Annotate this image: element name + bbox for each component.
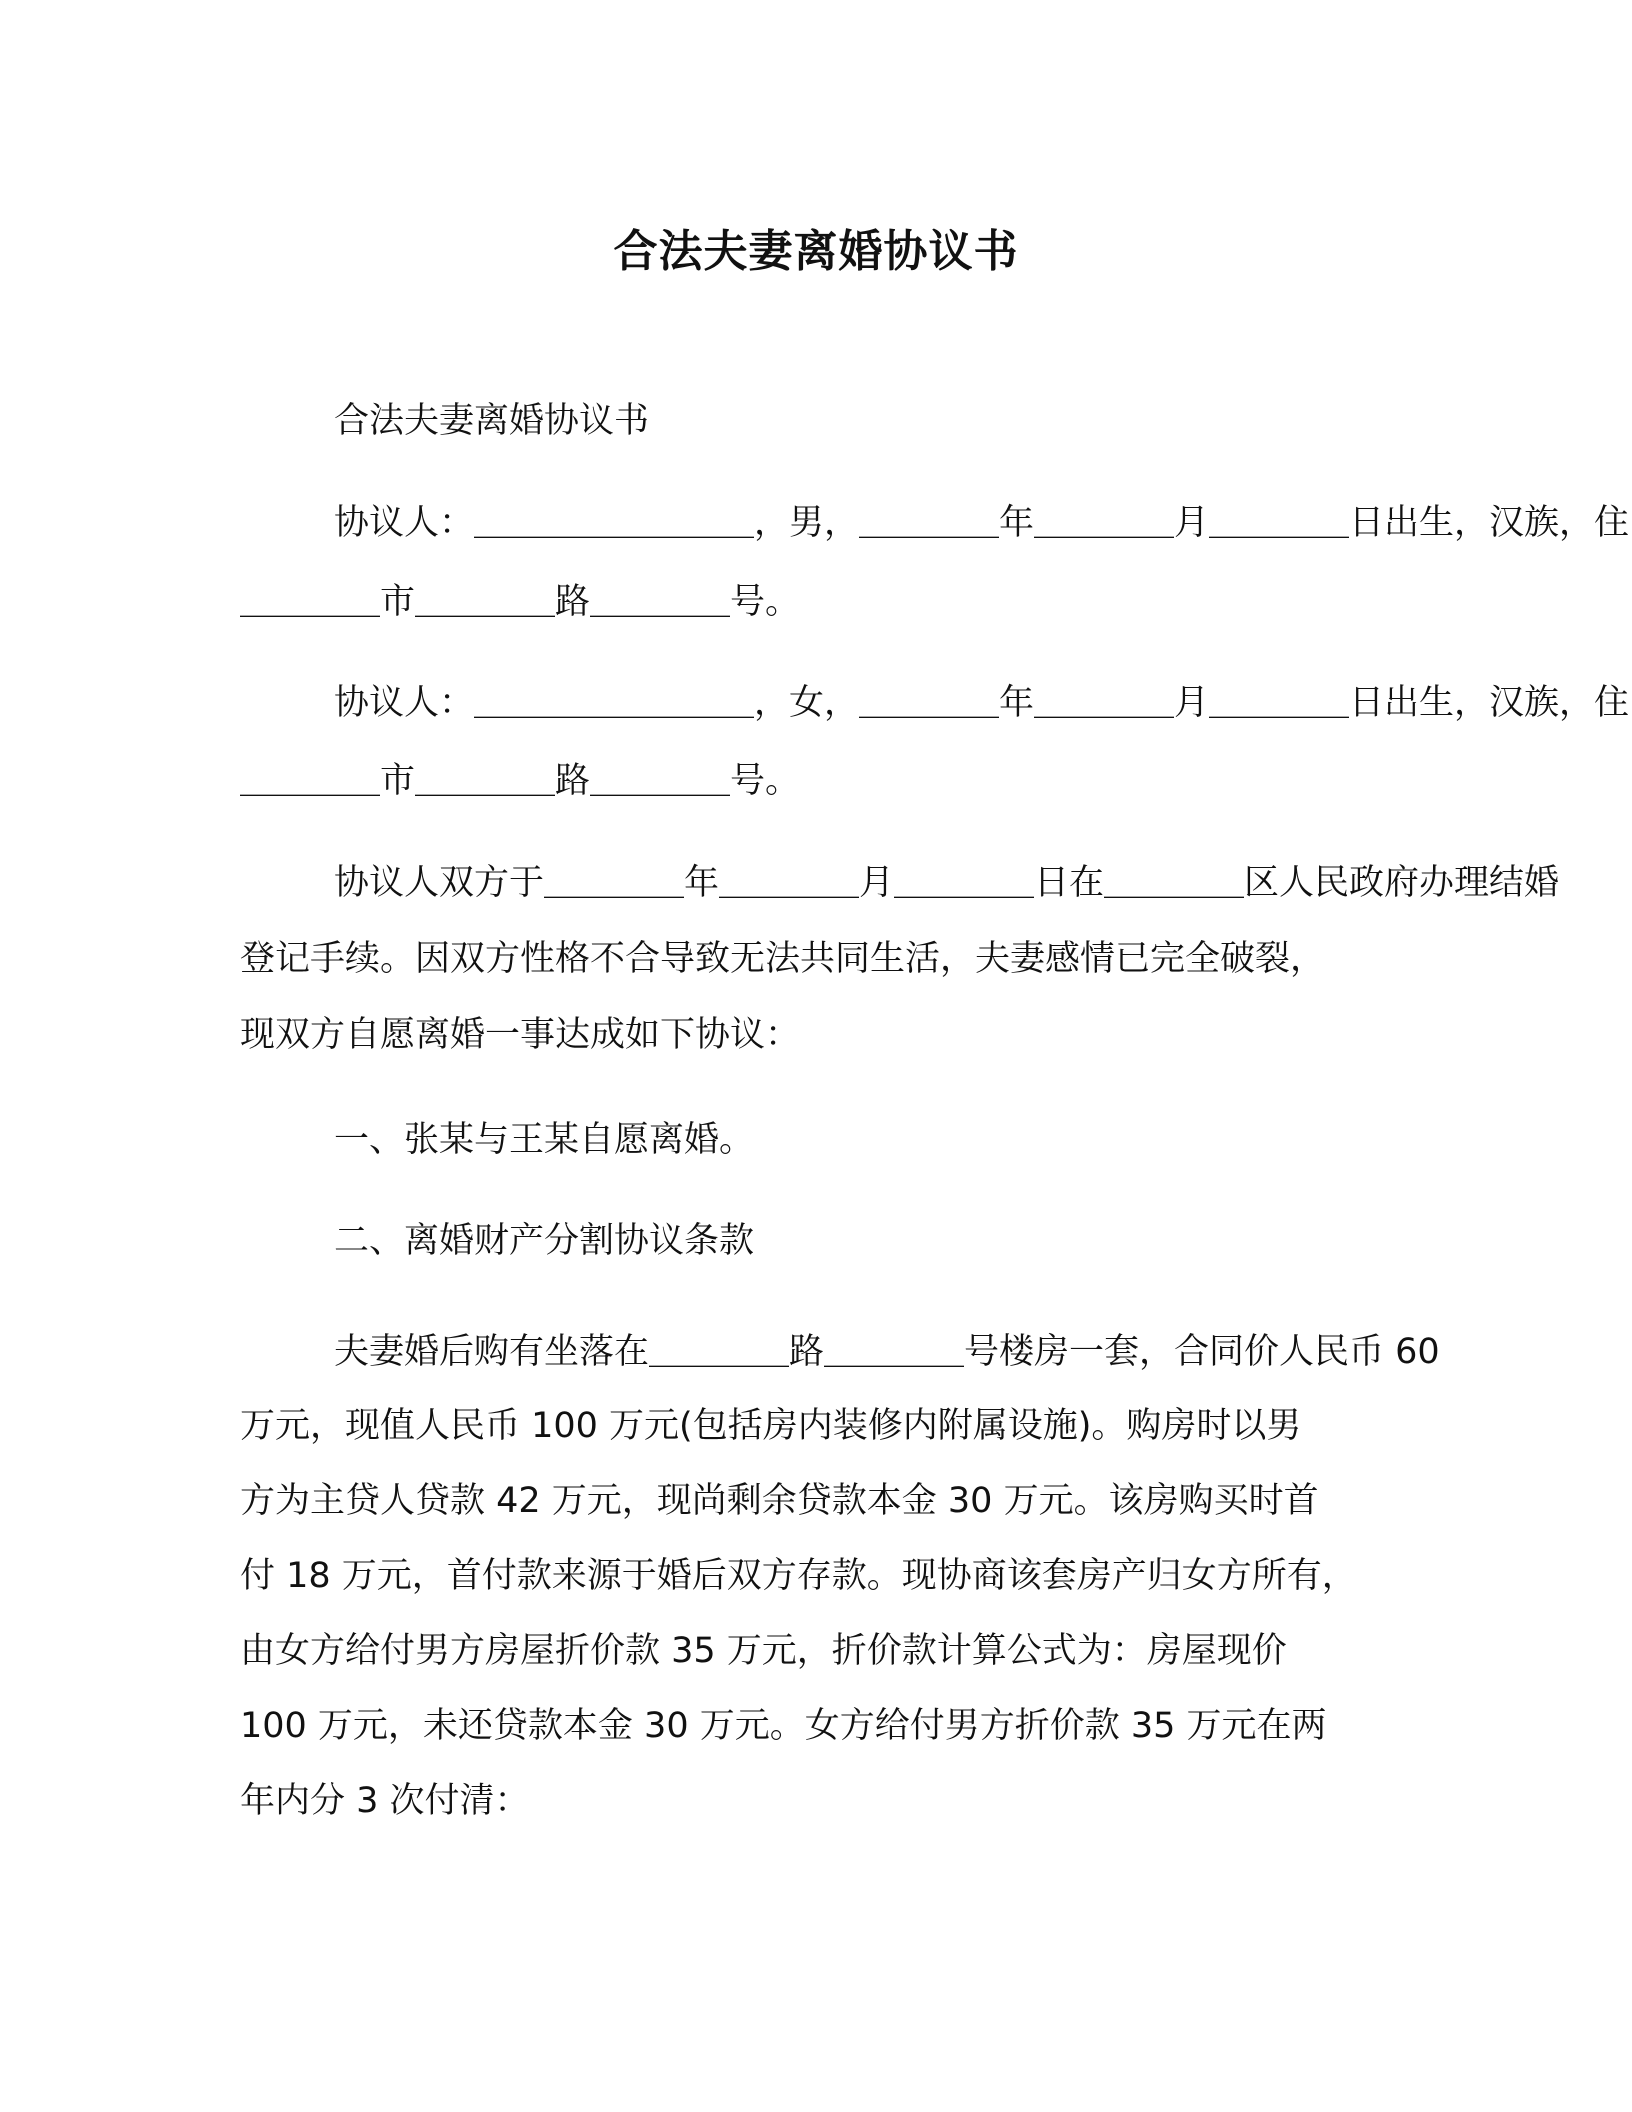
section-heading: 合法夫妻离婚协议书 xyxy=(334,401,650,441)
party-female-line-2: ＿＿＿＿市＿＿＿＿路＿＿＿＿号。 xyxy=(240,761,801,801)
property-line-6: 100 万元，未还贷款本金 30 万元。女方给付男方折价款 35 万元在两 xyxy=(240,1706,1327,1746)
party-female-line-1: 协议人：＿＿＿＿＿＿＿＿，女，＿＿＿＿年＿＿＿＿月＿＿＿＿日出生，汉族，住 xyxy=(334,683,1630,723)
clause-2-heading: 二、离婚财产分割协议条款 xyxy=(334,1221,755,1261)
document-title: 合法夫妻离婚协议书 xyxy=(613,226,1019,277)
party-male-line-1: 协议人：＿＿＿＿＿＿＿＿，男，＿＿＿＿年＿＿＿＿月＿＿＿＿日出生，汉族，住 xyxy=(334,503,1630,543)
property-line-5: 由女方给付男方房屋折价款 35 万元，折价款计算公式为：房屋现价 xyxy=(240,1631,1287,1671)
preamble-line-3: 现双方自愿离婚一事达成如下协议： xyxy=(240,1015,801,1055)
preamble-line-1: 协议人双方于＿＿＿＿年＿＿＿＿月＿＿＿＿日在＿＿＿＿区人民政府办理结婚 xyxy=(334,863,1560,903)
property-line-3: 方为主贷人贷款 42 万元，现尚剩余贷款本金 30 万元。该房购买时首 xyxy=(240,1481,1319,1521)
preamble-line-2: 登记手续。因双方性格不合导致无法共同生活，夫妻感情已完全破裂， xyxy=(240,939,1326,979)
property-line-2: 万元，现值人民币 100 万元(包括房内装修内附属设施)。购房时以男 xyxy=(240,1406,1302,1446)
property-line-1: 夫妻婚后购有坐落在＿＿＿＿路＿＿＿＿号楼房一套，合同价人民币 60 xyxy=(334,1332,1440,1372)
property-line-4: 付 18 万元，首付款来源于婚后双方存款。现协商该套房产归女方所有， xyxy=(240,1556,1357,1596)
clause-1: 一、张某与王某自愿离婚。 xyxy=(334,1120,755,1160)
property-line-7: 年内分 3 次付清： xyxy=(240,1781,530,1821)
party-male-line-2: ＿＿＿＿市＿＿＿＿路＿＿＿＿号。 xyxy=(240,582,801,622)
